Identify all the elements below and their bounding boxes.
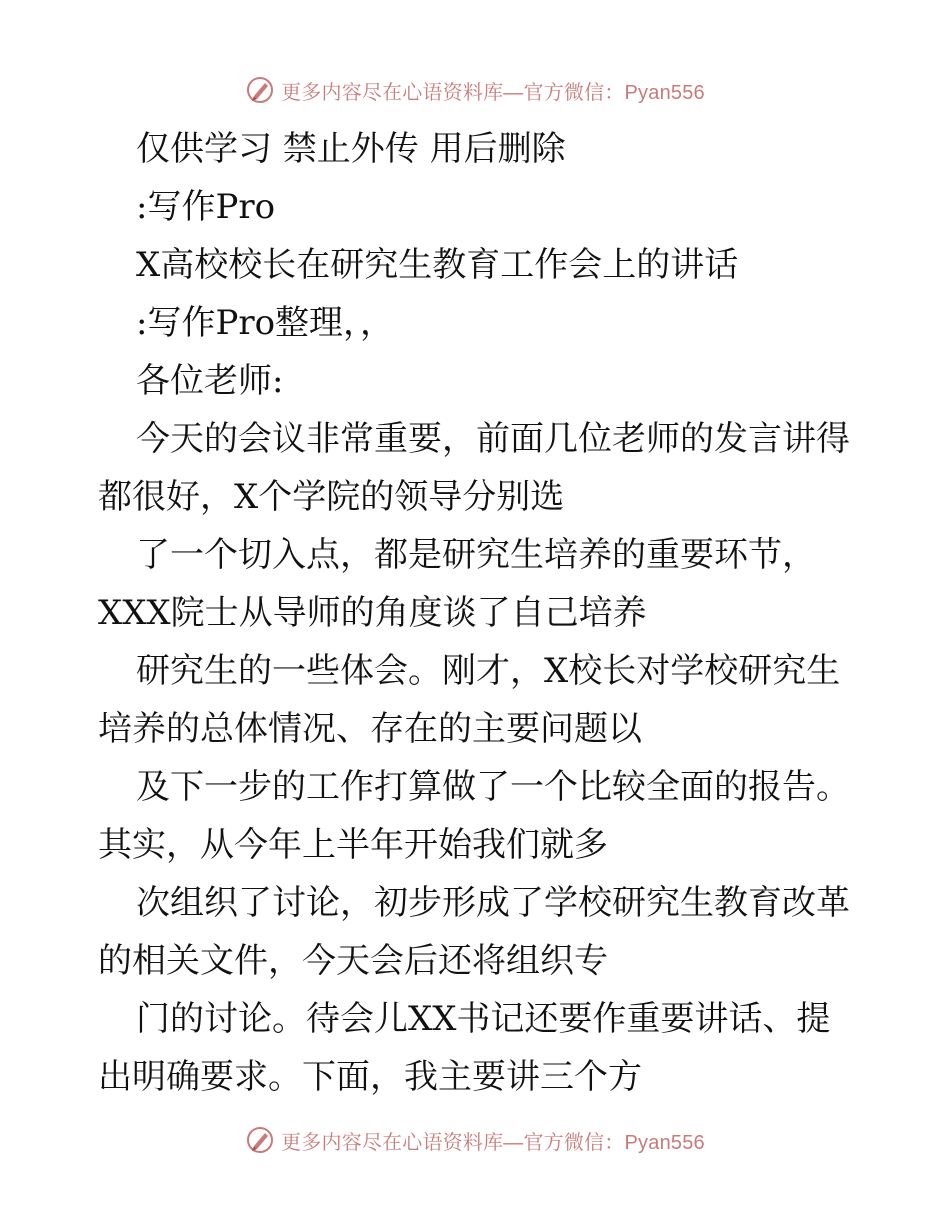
document-body (98, 120, 858, 1106)
pen-logo-icon (245, 1125, 275, 1155)
top-watermark (0, 70, 950, 110)
source-line: :写作Pro (136, 187, 276, 227)
paragraph-line: 次组织了讨论，初步形成了学校研究生教育改革 (136, 883, 850, 923)
watermark-text: 更多内容尽在心语资料库—官方微信：Pyan556 (281, 1131, 705, 1154)
paragraph-line: 门的讨论。待会儿XX书记还要作重要讲话、提 (136, 999, 831, 1039)
document-title: X高校校长在研究生教育工作会上的讲话 (136, 245, 739, 285)
paragraph-line: 及下一步的工作打算做了一个比较全面的报告。 (136, 767, 850, 807)
paragraph-line: 其实，从今年上半年开始我们就多 (98, 825, 608, 865)
watermark-text: 更多内容尽在心语资料库—官方微信：Pyan556 (281, 81, 705, 104)
bottom-watermark (0, 1120, 950, 1160)
notice-line: 仅供学习 禁止外传 用后删除 (136, 129, 566, 169)
paragraph-line: 的相关文件，今天会后还将组织专 (98, 941, 608, 981)
paragraph-line: 都很好，X个学院的领导分别选 (98, 477, 565, 517)
paragraph-line: 今天的会议非常重要，前面几位老师的发言讲得 (136, 419, 850, 459)
paragraph-line: 了一个切入点，都是研究生培养的重要环节， (136, 535, 816, 575)
paragraph-line: 出明确要求。下面，我主要讲三个方 (98, 1057, 642, 1097)
paragraph-line: XXX院士从导师的角度谈了自己培养 (98, 593, 647, 633)
pen-logo-icon (245, 75, 275, 105)
editor-line: :写作Pro整理，， (136, 303, 395, 343)
salutation: 各位老师: (136, 361, 284, 401)
paragraph-line: 研究生的一些体会。刚才，X校长对学校研究生 (136, 651, 841, 691)
paragraph-line: 培养的总体情况、存在的主要问题以 (98, 709, 642, 749)
